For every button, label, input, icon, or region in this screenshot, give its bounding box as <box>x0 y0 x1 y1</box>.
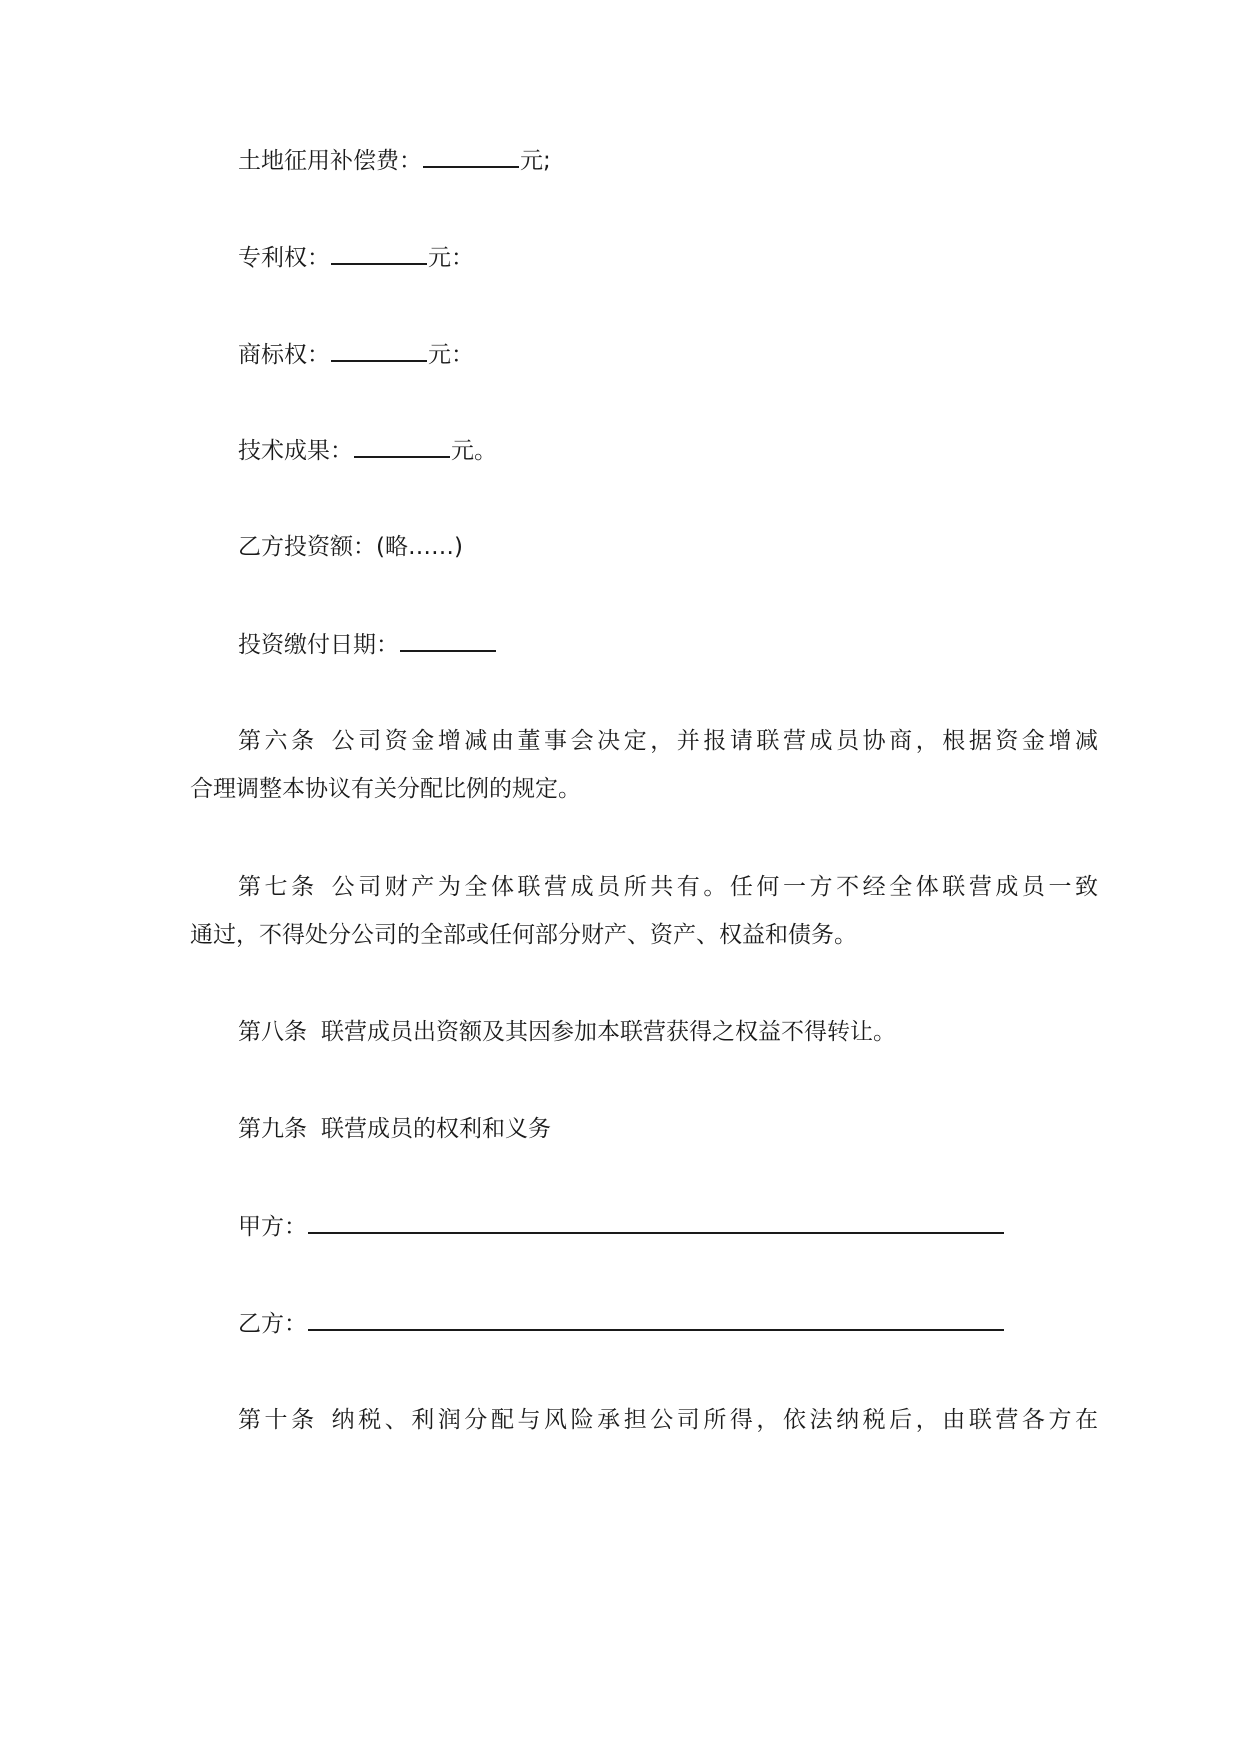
patent-line <box>190 243 1098 272</box>
article-6-line-2: 合理调整本协议有关分配比例的规定。 <box>190 776 581 802</box>
article-10-text-1: 纳税、利润分配与风险承担公司所得，依法纳税后，由联营各方在 <box>331 1407 1099 1433</box>
tech-line <box>190 436 1098 465</box>
party-b-investment-line: 乙方投资额：(略……) <box>238 534 463 560</box>
land-fee-blank[interactable] <box>423 146 519 168</box>
party-a-blank[interactable] <box>308 1212 1004 1234</box>
party-b-blank[interactable] <box>308 1309 1004 1331</box>
article-7-line-1 <box>190 873 1098 901</box>
tech-blank[interactable] <box>354 436 450 458</box>
payment-date-label: 投资缴付日期： <box>238 632 399 658</box>
article-9-text: 联营成员的权利和义务 <box>321 1116 551 1142</box>
payment-date-line <box>190 630 1098 659</box>
tech-unit: 元。 <box>451 438 497 464</box>
land-fee-line <box>190 146 1098 175</box>
article-9-line <box>190 1115 1098 1143</box>
article-8-number: 第八条 <box>238 1019 307 1045</box>
party-a-line <box>190 1212 1098 1241</box>
article-8-text: 联营成员出资额及其因参加本联营获得之权益不得转让。 <box>321 1019 896 1045</box>
article-6-number: 第六条 <box>238 728 318 754</box>
tech-label: 技术成果： <box>238 438 353 464</box>
trademark-label: 商标权： <box>238 342 330 368</box>
payment-date-blank[interactable] <box>400 630 496 652</box>
article-6-text-1: 公司资金增减由董事会决定，并报请联营成员协商，根据资金增减 <box>331 728 1099 754</box>
party-b-label: 乙方： <box>238 1311 307 1337</box>
land-fee-unit: 元; <box>520 148 551 174</box>
patent-label: 专利权： <box>238 245 330 271</box>
article-10-line-1 <box>190 1406 1098 1434</box>
article-7-text-1: 公司财产为全体联营成员所共有。任何一方不经全体联营成员一致 <box>331 874 1099 900</box>
article-7-number: 第七条 <box>238 874 318 900</box>
land-fee-label: 土地征用补偿费： <box>238 148 422 174</box>
patent-unit: 元： <box>428 245 474 271</box>
article-7-line-2: 通过，不得处分公司的全部或任何部分财产、资产、权益和债务。 <box>190 922 857 948</box>
trademark-blank[interactable] <box>331 340 427 362</box>
patent-blank[interactable] <box>331 243 427 265</box>
article-8-line <box>190 1018 1098 1046</box>
party-b-line <box>190 1309 1098 1338</box>
trademark-line <box>190 340 1098 369</box>
article-9-number: 第九条 <box>238 1116 307 1142</box>
article-10-number: 第十条 <box>238 1407 318 1433</box>
party-a-label: 甲方： <box>238 1214 307 1240</box>
article-6-line-1 <box>190 727 1098 755</box>
trademark-unit: 元： <box>428 342 474 368</box>
